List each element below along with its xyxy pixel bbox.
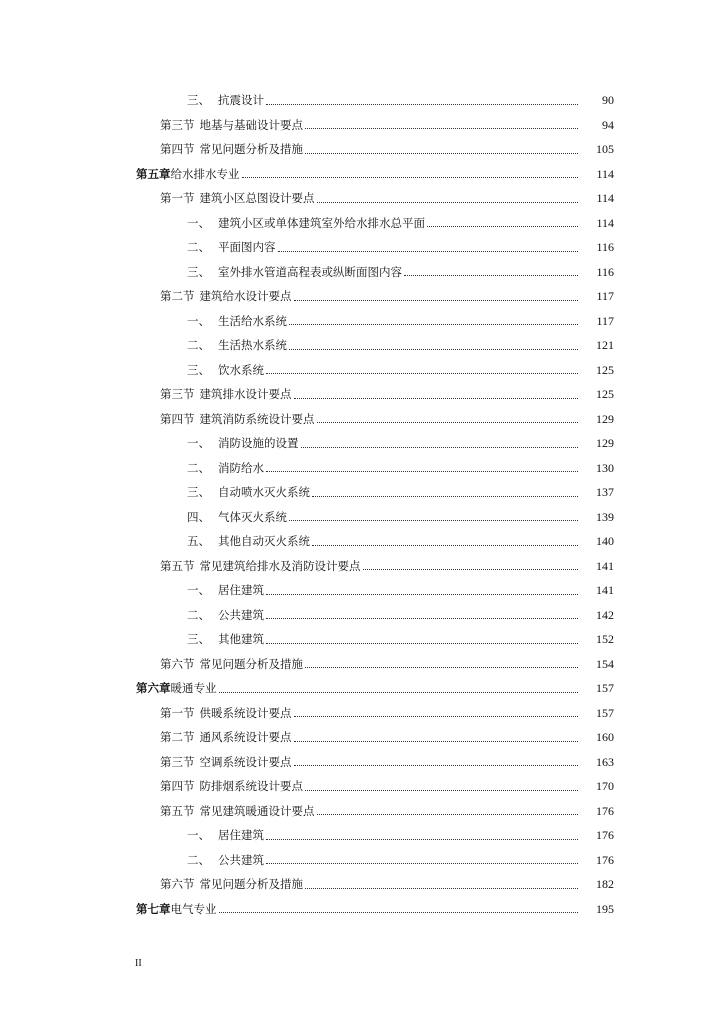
toc-entry-number: 第六章	[136, 681, 171, 696]
toc-dot-leader	[266, 643, 578, 644]
toc-subsection-entry[interactable]	[0, 823, 724, 848]
toc-entry-title: 防排烟系统设计要点	[199, 779, 303, 794]
toc-entry-title: 生活给水系统	[218, 313, 287, 328]
toc-dot-leader	[289, 324, 578, 325]
toc-dot-leader	[219, 912, 579, 913]
toc-entry-page: 125	[596, 362, 614, 377]
toc-entry-page: 129	[596, 436, 614, 451]
toc-section-entry[interactable]	[0, 652, 724, 677]
toc-entry-page: 160	[596, 730, 614, 745]
toc-subsection-entry[interactable]	[0, 578, 724, 603]
toc-dot-leader	[294, 716, 579, 717]
toc-entry-label	[187, 93, 264, 107]
toc-entry-title: 给水排水专业	[170, 166, 240, 181]
toc-entry-page: 125	[596, 387, 614, 402]
toc-entry-page: 114	[596, 215, 614, 230]
toc-section-entry[interactable]	[0, 137, 724, 162]
toc-entry-title: 气体灭火系统	[218, 509, 287, 524]
toc-dot-leader	[266, 839, 578, 840]
toc-entry-page: 114	[596, 166, 614, 181]
toc-subsection-entry[interactable]	[0, 627, 724, 652]
toc-dot-leader	[317, 202, 579, 203]
toc-entry-page: 139	[596, 509, 614, 524]
toc-entry-number: 一、	[187, 313, 210, 328]
toc-entry-title: 常见问题分析及措施	[199, 877, 303, 892]
toc-dot-leader	[289, 349, 578, 350]
toc-entry-page: 142	[596, 607, 614, 622]
toc-entry-number: 第二节	[160, 289, 195, 304]
toc-entry-title: 公共建筑	[218, 607, 264, 622]
toc-entry-title: 建筑排水设计要点	[199, 387, 292, 402]
toc-entry-page: 129	[596, 411, 614, 426]
toc-entry-number: 第六节	[160, 656, 195, 671]
toc-entry-title: 居住建筑	[218, 583, 264, 598]
toc-section-entry[interactable]	[0, 186, 724, 211]
toc-entry-number: 第二节	[160, 730, 195, 745]
toc-section-entry[interactable]	[0, 872, 724, 897]
toc-entry-label	[187, 363, 264, 377]
toc-entry-page: 157	[596, 705, 614, 720]
toc-entry-title: 常见问题分析及措施	[199, 142, 303, 157]
toc-entry-number: 第五节	[160, 803, 195, 818]
toc-entry-page: 176	[596, 852, 614, 867]
toc-entry-label	[187, 828, 264, 842]
toc-entry-title: 生活热水系统	[218, 338, 287, 353]
toc-entry-page: 90	[602, 93, 614, 108]
toc-entry-number: 一、	[187, 215, 210, 230]
toc-entry-number: 四、	[187, 509, 210, 524]
toc-entry-title: 常见建筑给排水及消防设计要点	[199, 558, 361, 573]
toc-entry-page: 157	[596, 681, 614, 696]
toc-dot-leader	[266, 104, 578, 105]
toc-entry-page: 152	[596, 632, 614, 647]
toc-dot-leader	[305, 790, 578, 791]
toc-subsection-entry[interactable]	[0, 505, 724, 530]
toc-entry-label	[160, 706, 292, 720]
toc-entry-title: 消防给水	[218, 460, 264, 475]
toc-entry-title: 地基与基础设计要点	[199, 117, 303, 132]
toc-entry-number: 五、	[187, 534, 210, 549]
toc-subsection-entry[interactable]	[0, 529, 724, 554]
toc-entry-title: 自动喷水灭火系统	[218, 485, 310, 500]
toc-entry-page: 121	[596, 338, 614, 353]
toc-entry-page: 140	[596, 534, 614, 549]
toc-entry-title: 其他建筑	[218, 632, 264, 647]
toc-entry-title: 建筑消防系统设计要点	[199, 411, 315, 426]
toc-section-entry[interactable]	[0, 113, 724, 138]
toc-entry-label	[160, 657, 303, 671]
toc-chapter-entry[interactable]	[0, 897, 724, 922]
toc-dot-leader	[294, 398, 579, 399]
toc-entry-label	[136, 167, 240, 181]
toc-entry-number: 第三节	[160, 117, 195, 132]
toc-entry-label	[160, 118, 303, 132]
toc-dot-leader	[294, 300, 579, 301]
toc-entry-page: 163	[596, 754, 614, 769]
toc-subsection-entry[interactable]	[0, 309, 724, 334]
toc-entry-title: 建筑小区或单体建筑室外给水排水总平面	[218, 215, 425, 230]
toc-entry-number: 一、	[187, 583, 210, 598]
toc-dot-leader	[266, 373, 578, 374]
toc-entry-number: 一、	[187, 436, 210, 451]
toc-entry-label	[187, 338, 287, 352]
toc-dot-leader	[312, 496, 578, 497]
toc-entry-label	[160, 191, 315, 205]
toc-entry-page: 176	[596, 803, 614, 818]
toc-entry-page: 137	[596, 485, 614, 500]
toc-entry-page: 117	[596, 289, 614, 304]
toc-entry-page: 114	[596, 191, 614, 206]
toc-entry-title: 暖通专业	[170, 681, 217, 696]
toc-dot-leader	[317, 814, 579, 815]
toc-entry-number: 第五节	[160, 558, 195, 573]
toc-section-entry[interactable]	[0, 407, 724, 432]
toc-dot-leader	[242, 177, 579, 178]
toc-entry-title: 饮水系统	[218, 362, 264, 377]
toc-section-entry[interactable]	[0, 774, 724, 799]
toc-dot-leader	[305, 128, 578, 129]
toc-entry-page: 141	[596, 583, 614, 598]
toc-dot-leader	[305, 888, 578, 889]
toc-section-entry[interactable]	[0, 725, 724, 750]
toc-section-entry[interactable]	[0, 382, 724, 407]
toc-subsection-entry[interactable]	[0, 358, 724, 383]
toc-subsection-entry[interactable]	[0, 211, 724, 236]
toc-entry-label	[187, 485, 310, 499]
toc-section-entry[interactable]	[0, 750, 724, 775]
toc-entry-number: 二、	[187, 852, 210, 867]
toc-entry-page: 154	[596, 656, 614, 671]
toc-dot-leader	[404, 275, 578, 276]
toc-entry-label	[160, 559, 361, 573]
toc-entry-label	[187, 436, 299, 450]
toc-entry-label	[160, 877, 303, 891]
toc-entry-title: 室外排水管道高程表或纵断面图内容	[218, 264, 402, 279]
toc-section-entry[interactable]	[0, 701, 724, 726]
toc-entry-label	[160, 755, 292, 769]
toc-entry-label	[160, 412, 315, 426]
toc-dot-leader	[312, 545, 578, 546]
toc-entry-title: 建筑给水设计要点	[199, 289, 292, 304]
toc-entry-title: 抗震设计	[218, 93, 264, 108]
toc-entry-number: 二、	[187, 460, 210, 475]
toc-entry-number: 第四节	[160, 142, 195, 157]
toc-dot-leader	[301, 447, 579, 448]
toc-entry-title: 常见问题分析及措施	[199, 656, 303, 671]
toc-entry-page: 195	[596, 901, 614, 916]
toc-subsection-entry[interactable]	[0, 260, 724, 285]
toc-entry-number: 一、	[187, 828, 210, 843]
toc-entry-number: 三、	[187, 93, 210, 108]
toc-entry-page: 117	[596, 313, 614, 328]
toc-dot-leader	[294, 741, 579, 742]
toc-entry-page: 116	[596, 264, 614, 279]
toc-entry-title: 消防设施的设置	[218, 436, 299, 451]
toc-entry-number: 第六节	[160, 877, 195, 892]
toc-entry-label	[136, 681, 217, 695]
toc-entry-title: 通风系统设计要点	[199, 730, 292, 745]
toc-entry-label	[187, 314, 287, 328]
toc-subsection-entry[interactable]	[0, 456, 724, 481]
toc-entry-title: 平面图内容	[218, 240, 276, 255]
toc-entry-label	[187, 216, 425, 230]
toc-entry-label	[187, 265, 402, 279]
toc-entry-label	[187, 240, 276, 254]
toc-subsection-entry[interactable]	[0, 431, 724, 456]
toc-entry-page: 105	[596, 142, 614, 157]
toc-entry-title: 其他自动灭火系统	[218, 534, 310, 549]
toc-dot-leader	[266, 863, 578, 864]
toc-entry-label	[160, 730, 292, 744]
toc-entry-number: 第七章	[136, 901, 171, 916]
toc-dot-leader	[363, 569, 579, 570]
toc-dot-leader	[219, 692, 579, 693]
toc-entry-number: 第四节	[160, 779, 195, 794]
toc-dot-leader	[266, 471, 578, 472]
toc-dot-leader	[317, 422, 579, 423]
toc-subsection-entry[interactable]	[0, 333, 724, 358]
toc-entry-label	[187, 608, 264, 622]
toc-entry-title: 居住建筑	[218, 828, 264, 843]
page-number-footer: II	[135, 958, 142, 969]
toc-entry-label	[160, 387, 292, 401]
toc-dot-leader	[305, 153, 578, 154]
toc-entry-number: 第四节	[160, 411, 195, 426]
table-of-contents	[0, 88, 724, 921]
toc-dot-leader	[266, 618, 578, 619]
toc-dot-leader	[305, 667, 578, 668]
toc-entry-number: 二、	[187, 338, 210, 353]
toc-subsection-entry[interactable]	[0, 848, 724, 873]
toc-dot-leader	[289, 520, 578, 521]
toc-entry-title: 公共建筑	[218, 852, 264, 867]
toc-subsection-entry[interactable]	[0, 603, 724, 628]
toc-entry-label	[136, 902, 217, 916]
toc-entry-number: 二、	[187, 607, 210, 622]
toc-entry-label	[160, 804, 315, 818]
toc-subsection-entry[interactable]	[0, 235, 724, 260]
toc-entry-page: 141	[596, 558, 614, 573]
toc-entry-label	[187, 534, 310, 548]
toc-entry-number: 第五章	[136, 166, 171, 181]
toc-chapter-entry[interactable]	[0, 676, 724, 701]
toc-dot-leader	[294, 765, 579, 766]
toc-entry-number: 三、	[187, 264, 210, 279]
toc-entry-label	[160, 289, 292, 303]
toc-entry-title: 供暖系统设计要点	[199, 705, 292, 720]
toc-dot-leader	[278, 251, 579, 252]
toc-entry-page: 182	[596, 877, 614, 892]
toc-entry-number: 第一节	[160, 191, 195, 206]
toc-subsection-entry[interactable]	[0, 88, 724, 113]
toc-entry-title: 建筑小区总图设计要点	[199, 191, 315, 206]
toc-entry-number: 二、	[187, 240, 210, 255]
toc-entry-number: 第三节	[160, 387, 195, 402]
toc-entry-number: 第一节	[160, 705, 195, 720]
toc-entry-label	[187, 583, 264, 597]
toc-entry-label	[187, 632, 264, 646]
toc-subsection-entry[interactable]	[0, 480, 724, 505]
toc-section-entry[interactable]	[0, 799, 724, 824]
toc-section-entry[interactable]	[0, 554, 724, 579]
toc-entry-number: 三、	[187, 362, 210, 377]
toc-entry-title: 电气专业	[170, 901, 217, 916]
toc-entry-page: 170	[596, 779, 614, 794]
toc-entry-number: 三、	[187, 632, 210, 647]
toc-entry-page: 116	[596, 240, 614, 255]
toc-entry-page: 176	[596, 828, 614, 843]
toc-entry-label	[187, 853, 264, 867]
toc-entry-title: 常见建筑暖通设计要点	[199, 803, 315, 818]
toc-section-entry[interactable]	[0, 284, 724, 309]
toc-entry-number: 三、	[187, 485, 210, 500]
toc-entry-label	[187, 510, 287, 524]
toc-entry-page: 94	[602, 117, 614, 132]
toc-dot-leader	[266, 594, 578, 595]
toc-chapter-entry[interactable]	[0, 162, 724, 187]
toc-dot-leader	[427, 226, 578, 227]
toc-entry-number: 第三节	[160, 754, 195, 769]
toc-entry-page: 130	[596, 460, 614, 475]
toc-entry-label	[160, 779, 303, 793]
toc-entry-label	[160, 142, 303, 156]
toc-entry-label	[187, 461, 264, 475]
toc-entry-title: 空调系统设计要点	[199, 754, 292, 769]
